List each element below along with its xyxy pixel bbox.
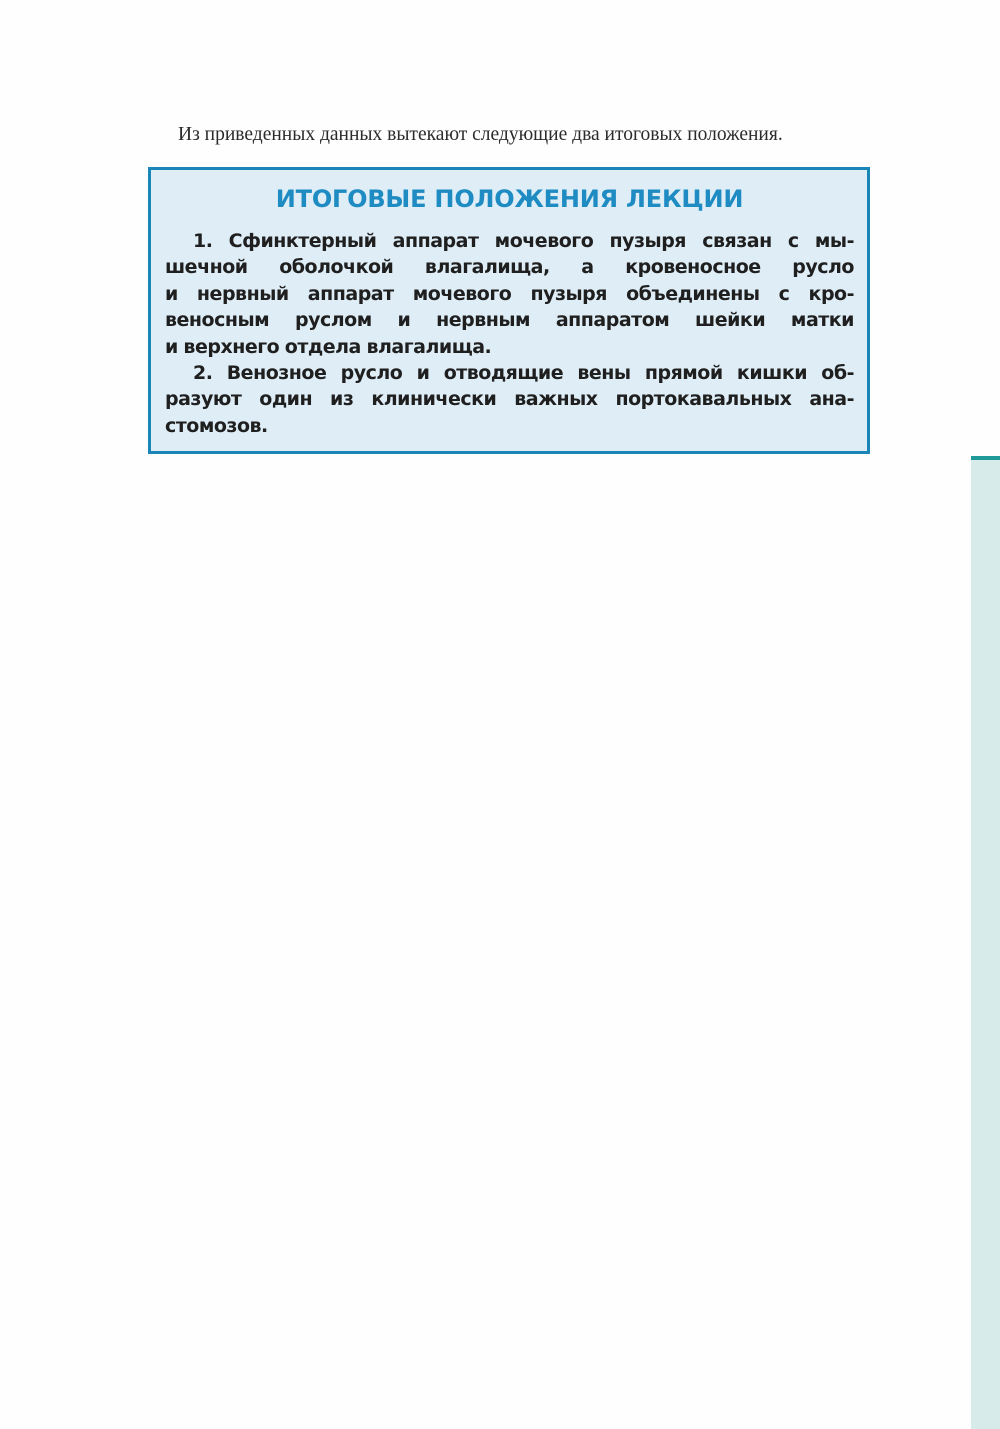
summary-point-line: 1. Сфинктерный аппарат мочевого пузыря связан с мы- — [193, 230, 854, 252]
summary-point-line: веносным руслом и нервным аппаратом шейки матки — [165, 309, 854, 332]
page-side-tab — [971, 456, 1000, 1429]
summary-point-1 — [165, 228, 854, 360]
summary-point-2 — [165, 360, 854, 439]
summary-point-line: стомозов. — [165, 414, 268, 437]
summary-point-line: 2. Венозное русло и отводящие вены прямой кишки об- — [193, 362, 854, 385]
lecture-summary-box — [148, 167, 870, 454]
intro-paragraph: Из приведенных данных вытекают следующие два итоговых положения. — [178, 124, 783, 145]
summary-point-line: шечной оболочкой влагалища, а кровеносное русло — [165, 256, 854, 279]
summary-point-line: разуют один из клинически важных портокавальных ана- — [165, 388, 854, 411]
summary-point-line: и верхнего отдела влагалища. — [165, 335, 492, 358]
summary-title: ИТОГОВЫЕ ПОЛОЖЕНИЯ ЛЕКЦИИ — [275, 185, 744, 213]
summary-point-line: и нервный аппарат мочевого пузыря объединены с кро- — [165, 282, 854, 305]
